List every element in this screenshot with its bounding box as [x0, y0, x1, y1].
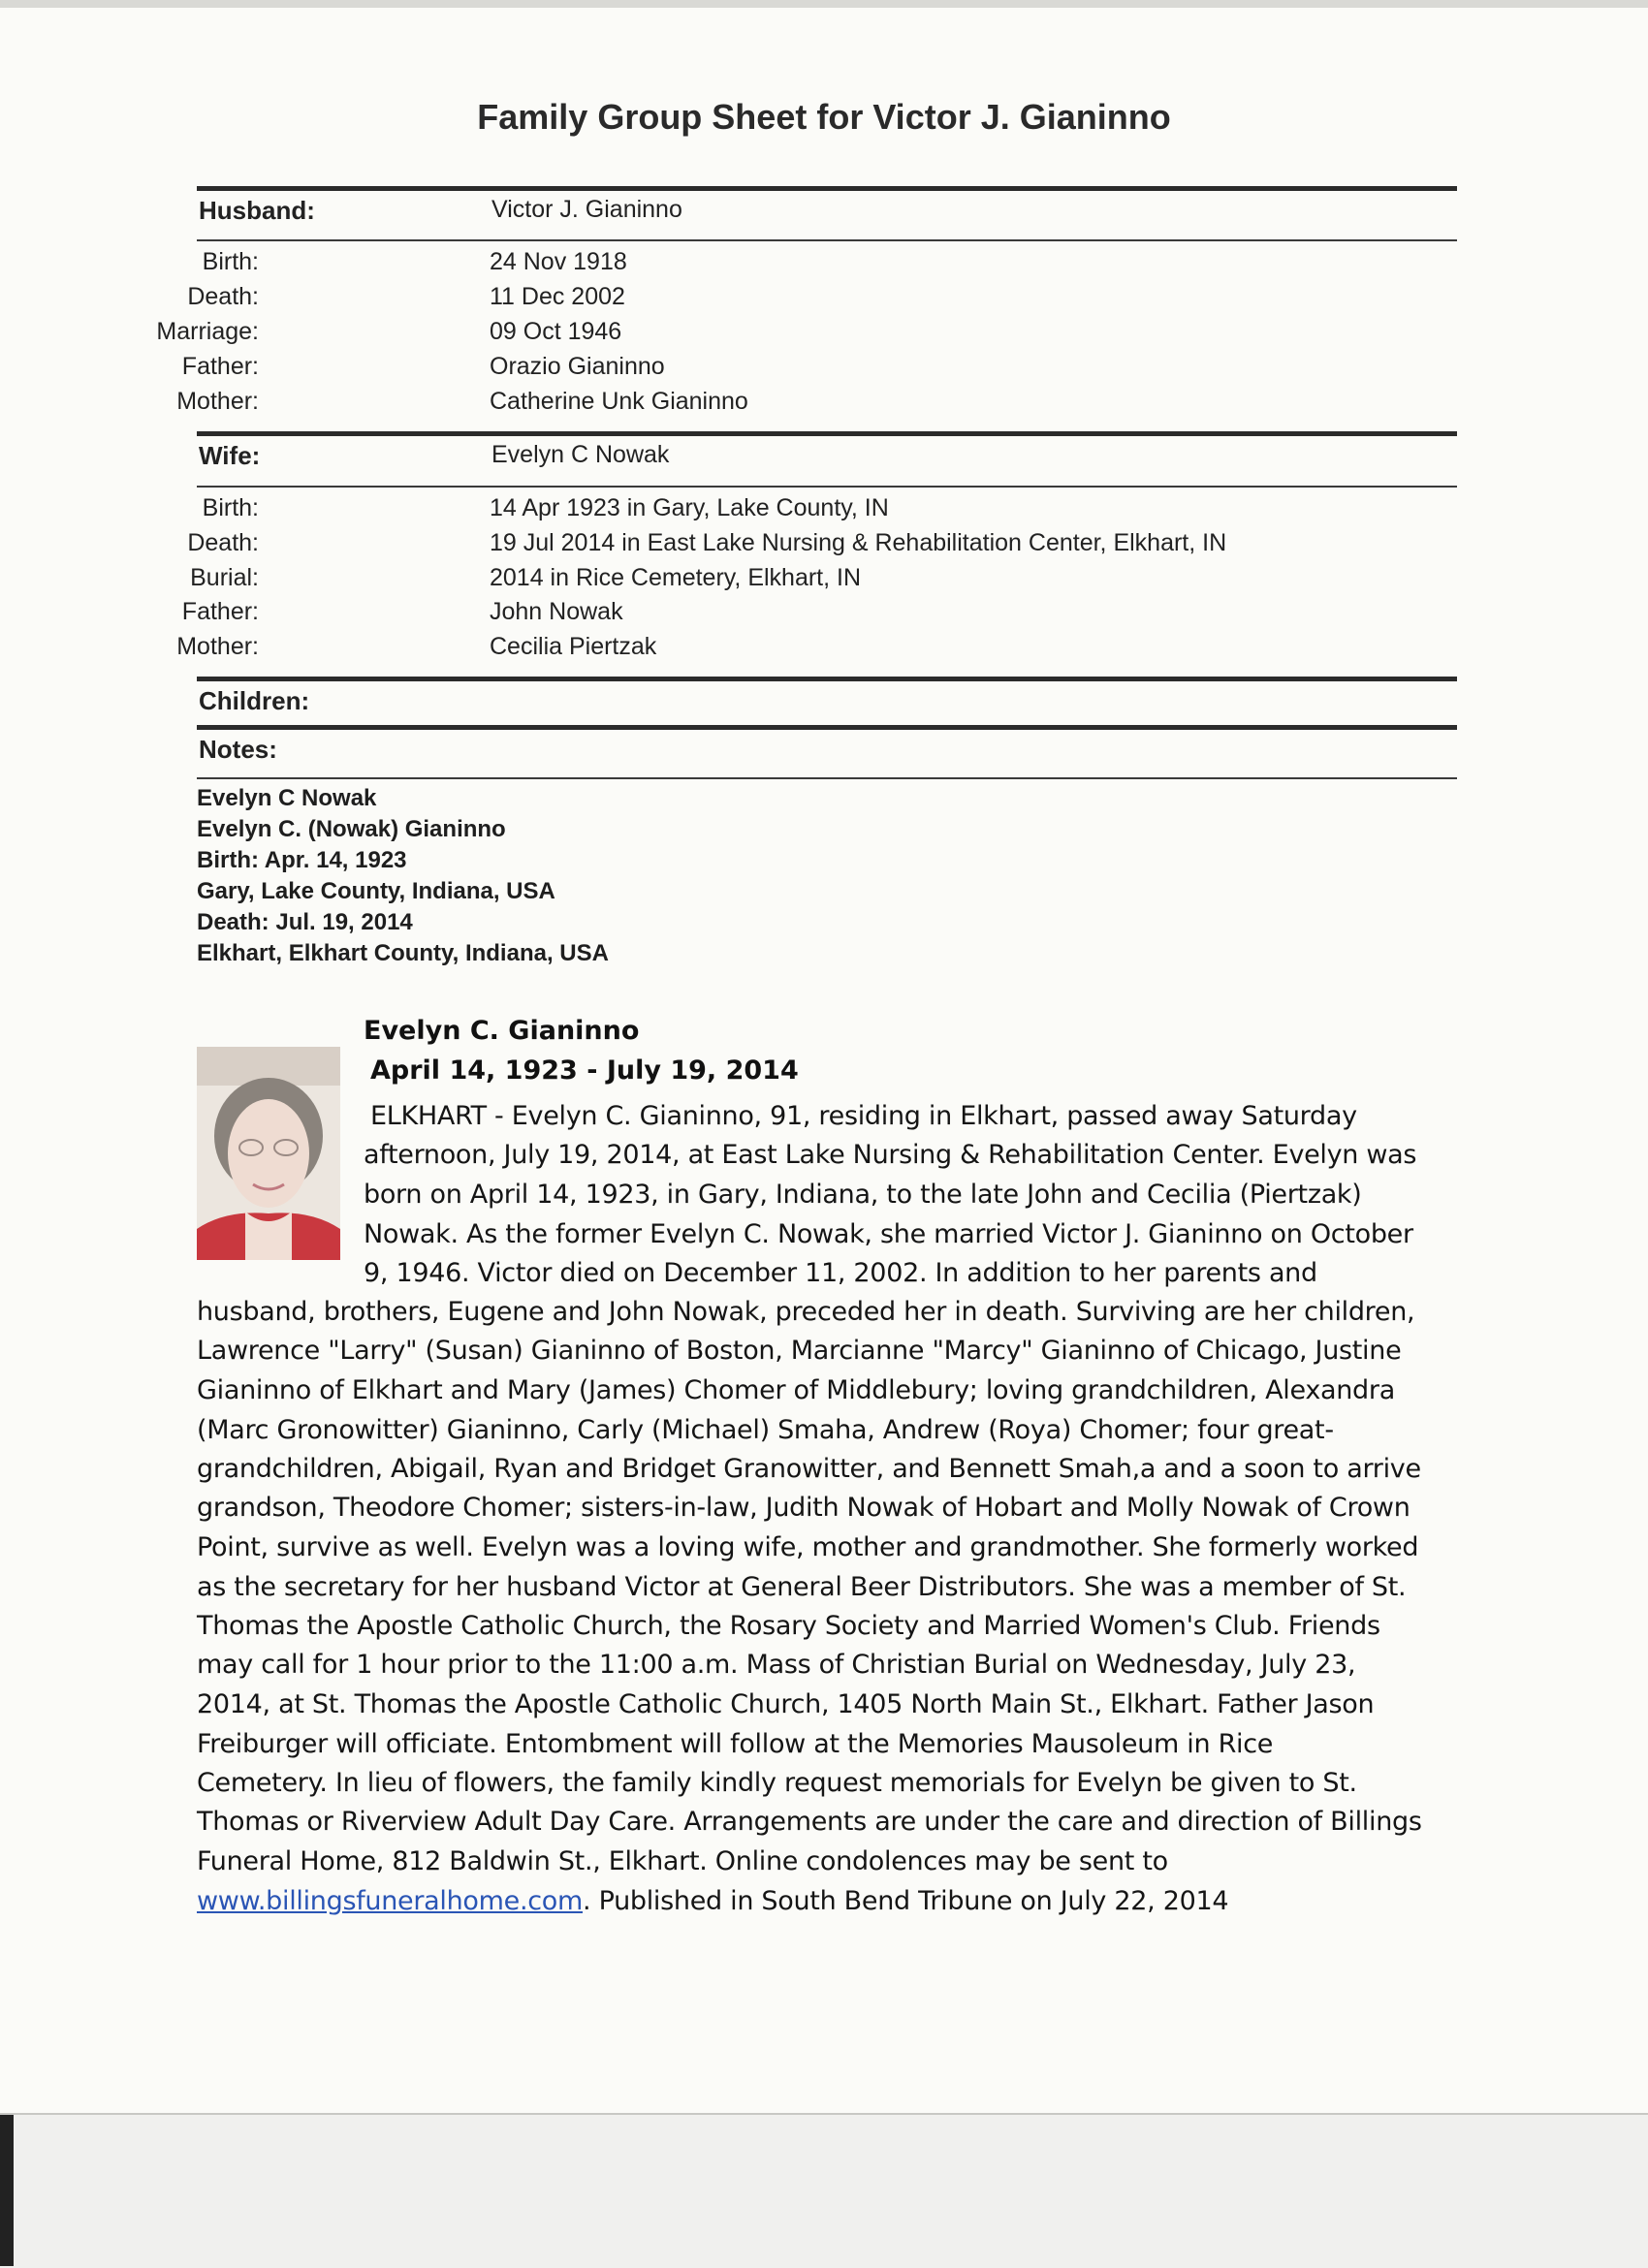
notes-line: Elkhart, Elkhart County, Indiana, USA — [197, 940, 609, 966]
obituary-line: grandson, Theodore Chomer; sisters-in-law, Judith Nowak of Hobart and Molly Nowak of Crown — [197, 1493, 1410, 1523]
fact-label: Father: — [181, 353, 259, 380]
fact-value: 14 Apr 1923 in Gary, Lake County, IN — [490, 494, 889, 521]
notes-line: Gary, Lake County, Indiana, USA — [197, 878, 555, 904]
fact-value: Catherine Unk Gianinno — [490, 388, 748, 415]
wife-fact-father — [181, 598, 1457, 633]
section-rule — [197, 431, 1457, 436]
obituary-line: afternoon, July 19, 2014, at East Lake Nursing & Rehabilitation Center. Evelyn was — [364, 1140, 1417, 1170]
funeral-home-link[interactable]: www.billingsfuneralhome.com — [197, 1886, 583, 1916]
obituary-line: Thomas the Apostle Catholic Church, the Rosary Society and Married Women's Club. Friends — [197, 1611, 1380, 1641]
husband-fact-father — [181, 353, 1457, 388]
notes-line: Evelyn C Nowak — [197, 785, 377, 811]
obituary-name: Evelyn C. Gianinno — [364, 1016, 640, 1046]
obituary-line: Nowak. As the former Evelyn C. Nowak, she married Victor J. Gianinno on October — [364, 1219, 1413, 1249]
obituary-line: grandchildren, Abigail, Ryan and Bridget Granowitter, and Bennett Smah,a and a soon to arrive — [197, 1454, 1421, 1484]
obituary-line: (Marc Gronowitter) Gianinno, Carly (Michael) Smaha, Andrew (Roya) Chomer; four great- — [197, 1415, 1334, 1445]
section-rule — [197, 239, 1457, 241]
obituary-line: Cemetery. In lieu of flowers, the family kindly request memorials for Evelyn be given to St. — [197, 1768, 1357, 1798]
section-rule — [197, 725, 1457, 730]
obituary-line: Gianinno of Elkhart and Mary (James) Chomer of Middlebury; loving grandchildren, Alexandra — [197, 1375, 1395, 1405]
fact-label: Death: — [187, 283, 259, 310]
obituary-line: as the secretary for her husband Victor at General Beer Distributors. She was a member of St. — [197, 1572, 1407, 1602]
husband-fact-mother — [176, 388, 1457, 423]
wife-name: Evelyn C Nowak — [491, 441, 670, 468]
husband-fact-death — [187, 283, 1457, 318]
fact-label: Birth: — [202, 248, 259, 275]
fact-label: Death: — [187, 529, 259, 556]
fact-value: John Nowak — [490, 598, 623, 625]
section-rule — [197, 777, 1457, 779]
fact-label: Mother: — [176, 633, 259, 660]
page-title: Family Group Sheet for Victor J. Gianinno — [477, 97, 1171, 137]
obituary-line: Thomas or Riverview Adult Day Care. Arrangements are under the care and direction of Billings — [197, 1807, 1422, 1837]
fact-label: Father: — [181, 598, 259, 625]
fact-value: 24 Nov 1918 — [490, 248, 627, 275]
fact-value: Cecilia Piertzak — [490, 633, 657, 660]
husband-name: Victor J. Gianinno — [491, 196, 682, 223]
obituary-last-line — [197, 1886, 1228, 1916]
section-rule — [197, 486, 1457, 488]
portrait-photo — [197, 1047, 340, 1260]
fact-value: Orazio Gianinno — [490, 353, 665, 380]
obituary-line: 2014, at St. Thomas the Apostle Catholic Church, 1405 North Main St., Elkhart. Father Jason — [197, 1689, 1375, 1719]
portrait-image — [197, 1047, 340, 1260]
obituary-line: ELKHART - Evelyn C. Gianinno, 91, residing in Elkhart, passed away Saturday — [370, 1101, 1357, 1131]
section-rule — [197, 186, 1457, 191]
fact-value: 09 Oct 1946 — [490, 318, 622, 345]
obituary-line: Freiburger will officiate. Entombment will follow at the Memories Mausoleum in Rice — [197, 1729, 1274, 1759]
fact-label: Birth: — [202, 494, 259, 521]
notes-line: Evelyn C. (Nowak) Gianinno — [197, 816, 506, 842]
notes-text — [197, 783, 1069, 969]
scan-bottom-edge — [0, 2115, 14, 2266]
section-rule — [197, 677, 1457, 681]
obituary-line: Funeral Home, 812 Baldwin St., Elkhart. Online condolences may be sent to — [197, 1846, 1168, 1876]
fact-label: Mother: — [176, 388, 259, 415]
obituary-line: Lawrence "Larry" (Susan) Gianinno of Boston, Marcianne "Marcy" Gianinno of Chicago, Justine — [197, 1336, 1402, 1366]
obituary-line: 9, 1946. Victor died on December 11, 2002. In addition to her parents and — [364, 1258, 1317, 1288]
obituary-line: Point, survive as well. Evelyn was a loving wife, mother and grandmother. She formerly worked — [197, 1532, 1419, 1562]
fact-value: 2014 in Rice Cemetery, Elkhart, IN — [490, 564, 862, 591]
obituary-line: husband, brothers, Eugene and John Nowak, preceded her in death. Surviving are her children, — [197, 1297, 1415, 1327]
fact-label: Burial: — [190, 564, 259, 591]
fact-value: 19 Jul 2014 in East Lake Nursing & Rehabilitation Center, Elkhart, IN — [490, 529, 1227, 556]
fact-label: Marriage: — [156, 318, 259, 345]
wife-label: Wife: — [199, 441, 261, 470]
wife-fact-death — [187, 529, 1457, 564]
obituary-dates: April 14, 1923 - July 19, 2014 — [370, 1055, 799, 1086]
notes-label: Notes: — [199, 735, 277, 764]
wife-fact-birth — [197, 494, 1457, 529]
wife-fact-mother — [176, 633, 1457, 668]
scan-bottom-strip — [0, 2113, 1648, 2268]
husband-fact-marriage — [156, 318, 1457, 353]
husband-fact-birth — [197, 248, 1457, 283]
notes-line: Birth: Apr. 14, 1923 — [197, 847, 407, 873]
obituary-line: may call for 1 hour prior to the 11:00 a.m. Mass of Christian Burial on Wednesday, July 23, — [197, 1650, 1356, 1680]
children-label: Children: — [199, 686, 310, 715]
obituary-publication-note: . Published in South Bend Tribune on July 22, 2014 — [583, 1886, 1229, 1916]
husband-label: Husband: — [199, 196, 315, 225]
obituary-line: born on April 14, 1923, in Gary, Indiana, to the late John and Cecilia (Piertzak) — [364, 1180, 1362, 1210]
fact-value: 11 Dec 2002 — [490, 283, 625, 310]
wife-fact-burial — [190, 564, 1457, 599]
notes-line: Death: Jul. 19, 2014 — [197, 909, 413, 935]
